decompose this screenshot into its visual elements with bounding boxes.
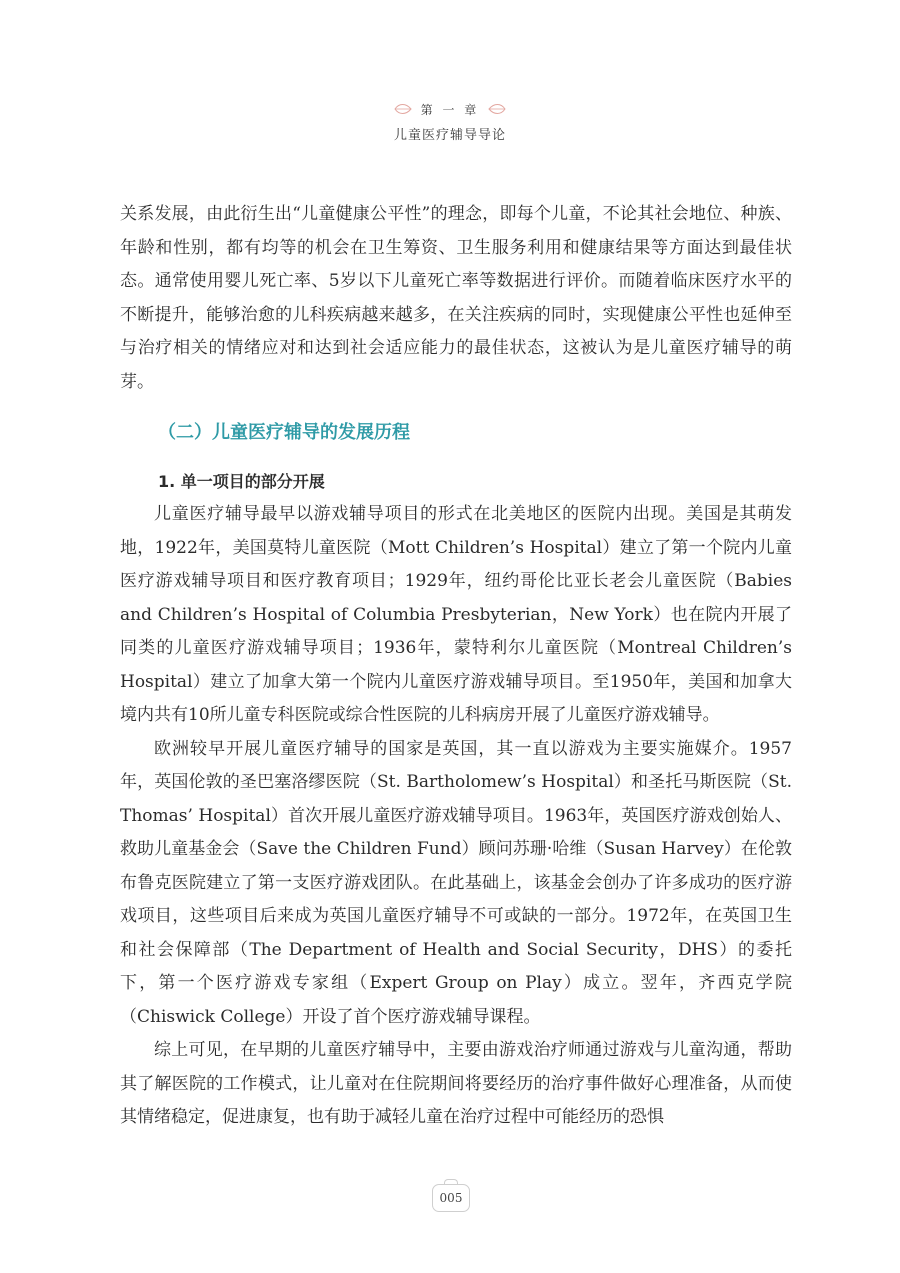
chapter-title: 儿童医疗辅导导论	[393, 128, 506, 143]
sub-heading: 1. 单一项目的部分开展	[158, 472, 325, 491]
page-number: 005	[432, 1184, 470, 1212]
paragraph-1: 关系发展，由此衍生出“儿童健康公平性”的理念，即每个儿童，不论其社会地位、种族、年龄和性别，都有均等的机会在卫生筹资、卫生服务利用和健康结果等方面达到最佳状态。通常使用婴儿死亡率、5岁以下儿童死亡率等数据进行评价。而随着临床医疗水平的不断提升，能够治愈的儿科疾病越来越多，在关注疾病的同时，实现健康公平性也延伸至与治疗相关的情绪应对和达到社会适应能力的最佳状态，这被认为是儿童医疗辅导的萌芽。	[120, 204, 792, 392]
running-header	[0, 100, 900, 143]
paragraph-3: 欧洲较早开展儿童医疗辅导的国家是英国，其一直以游戏为主要实施媒介。1957年，英国伦敦的圣巴塞洛缪医院（St. Bartholomew’s Hospital）和圣托马斯医院（St. Thomas’ Hospital）首次开展儿童医疗游戏辅导项目。1963年，英国医疗游戏创始人、救助儿童基金会（Save the Children Fund）顾问苏珊·哈维（Susan Harvey）在伦敦布鲁克医院建立了第一支医疗游戏团队。在此基础上，该基金会创办了许多成功的医疗游戏项目，这些项目后来成为英国儿童医疗辅导不可或缺的一部分。1972年，在英国卫生和社会保障部（The Department of Health and Social Security，DHS）的委托下，第一个医疗游戏专家组（Expert Group on Play）成立。翌年，齐西克学院（Chiswick College）开设了首个医疗游戏辅导课程。	[120, 738, 792, 1027]
left-leaf-ornament-icon	[393, 102, 413, 116]
chapter-label: 第 一 章	[420, 102, 480, 117]
chapter-line	[0, 100, 900, 118]
main-content	[120, 198, 792, 1135]
paragraph-4: 综上可见，在早期的儿童医疗辅导中，主要由游戏治疗师通过游戏与儿童沟通，帮助其了解医院的工作模式，让儿童对在住院期间将要经历的治疗事件做好心理准备，从而使其情绪稳定，促进康复，也有助于减轻儿童在治疗过程中可能经历的恐惧	[120, 1040, 792, 1127]
page-number-badge	[432, 1178, 470, 1212]
section-heading: （二）儿童医疗辅导的发展历程	[158, 422, 410, 443]
paragraph-2: 儿童医疗辅导最早以游戏辅导项目的形式在北美地区的医院内出现。美国是其萌发地，1922年，美国莫特儿童医院（Mott Children’s Hospital）建立了第一个院内儿童医疗游戏辅导项目和医疗教育项目；1929年，纽约哥伦比亚长老会儿童医院（Babies and Children’s Hospital of Columbia Presbyterian，New York）也在院内开展了同类的儿童医疗游戏辅导项目；1936年，蒙特利尔儿童医院（Montreal Children’s Hospital）建立了加拿大第一个院内儿童医疗游戏辅导项目。至1950年，美国和加拿大境内共有10所儿童专科医院或综合性医院的儿科病房开展了儿童医疗游戏辅导。	[120, 504, 792, 725]
right-leaf-ornament-icon	[487, 102, 507, 116]
